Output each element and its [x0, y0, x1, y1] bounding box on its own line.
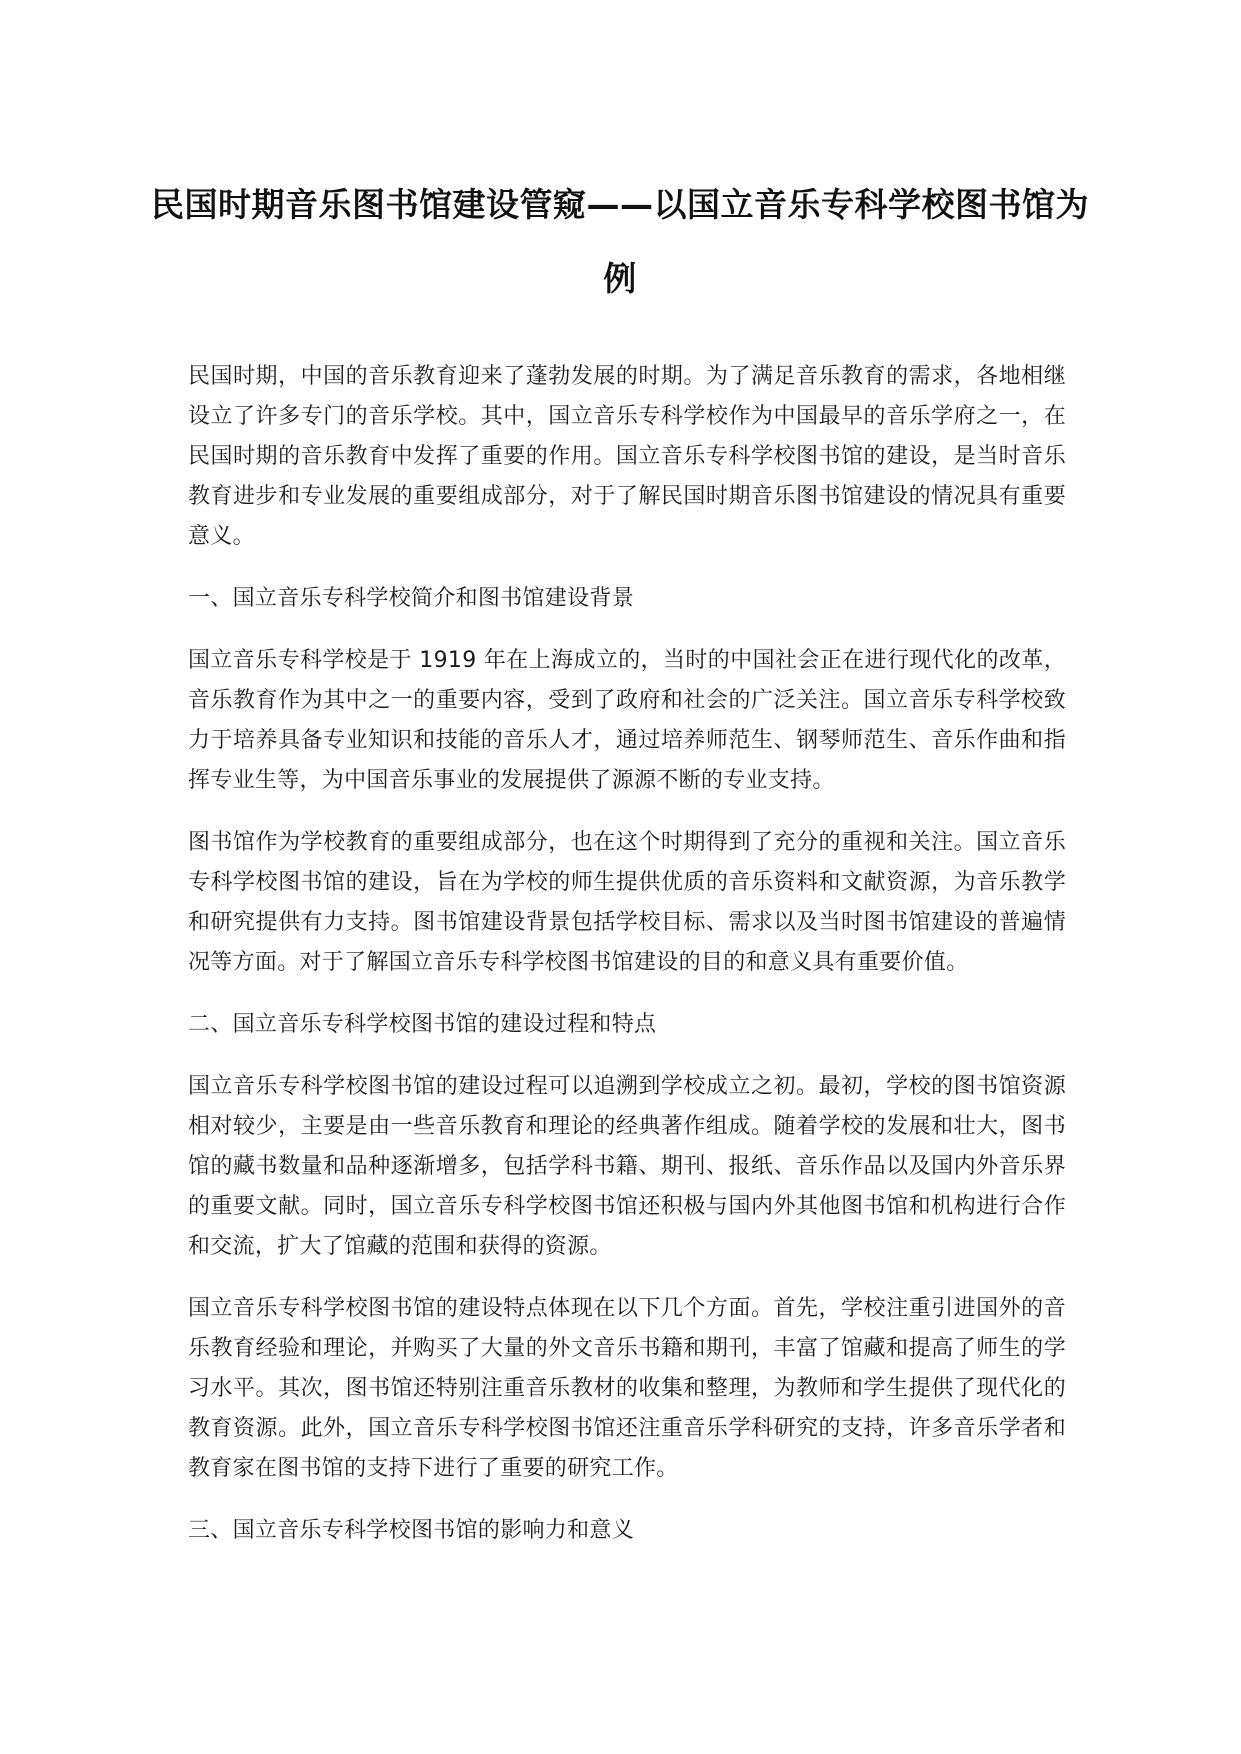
document-title: 民国时期音乐图书馆建设管窥——以国立音乐专科学校图书馆为例	[151, 185, 1089, 298]
section-heading-3: 三、国立音乐专科学校图书馆的影响力和意义	[188, 1518, 635, 1543]
section-heading-1: 一、国立音乐专科学校简介和图书馆建设背景	[188, 586, 635, 611]
section-heading-2: 二、国立音乐专科学校图书馆的建设过程和特点	[188, 1012, 657, 1037]
paragraph-intro: 民国时期，中国的音乐教育迎来了蓬勃发展的时期。为了满足音乐教育的需求，各地相继设立了许多专门的音乐学校。其中，国立音乐专科学校作为中国最早的音乐学府之一，在民国时期的音乐教育中发挥了重要的作用。国立音乐专科学校图书馆的建设，是当时音乐教育进步和专业发展的重要组成部分，对于了解民国时期音乐图书馆建设的情况具有重要意义。	[188, 364, 1066, 549]
paragraph-library-background: 图书馆作为学校教育的重要组成部分，也在这个时期得到了充分的重视和关注。国立音乐专科学校图书馆的建设，旨在为学校的师生提供优质的音乐资料和文献资源，为音乐教学和研究提供有力支持。图书馆建设背景包括学校目标、需求以及当时图书馆建设的普遍情况等方面。对于了解国立音乐专科学校图书馆建设的目的和意义具有重要价值。	[188, 830, 1066, 975]
paragraph-school-intro: 国立音乐专科学校是于 1919 年在上海成立的，当时的中国社会正在进行现代化的改革，音乐教育作为其中之一的重要内容，受到了政府和社会的广泛关注。国立音乐专科学校致力于培养具备专业知识和技能的音乐人才，通过培养师范生、钢琴师范生、音乐作曲和指挥专业生等，为中国音乐事业的发展提供了源源不断的专业支持。	[188, 648, 1066, 793]
document-body	[188, 357, 1066, 1573]
paragraph-construction-process: 国立音乐专科学校图书馆的建设过程可以追溯到学校成立之初。最初，学校的图书馆资源相对较少，主要是由一些音乐教育和理论的经典著作组成。随着学校的发展和壮大，图书馆的藏书数量和品种逐渐增多，包括学科书籍、期刊、报纸、音乐作品以及国内外音乐界的重要文献。同时，国立音乐专科学校图书馆还积极与国内外其他图书馆和机构进行合作和交流，扩大了馆藏的范围和获得的资源。	[188, 1074, 1066, 1259]
paragraph-construction-features: 国立音乐专科学校图书馆的建设特点体现在以下几个方面。首先，学校注重引进国外的音乐教育经验和理论，并购买了大量的外文音乐书籍和期刊，丰富了馆藏和提高了师生的学习水平。其次，图书馆还特别注重音乐教材的收集和整理，为教师和学生提供了现代化的教育资源。此外，国立音乐专科学校图书馆还注重音乐学科研究的支持，许多音乐学者和教育家在图书馆的支持下进行了重要的研究工作。	[188, 1296, 1066, 1481]
